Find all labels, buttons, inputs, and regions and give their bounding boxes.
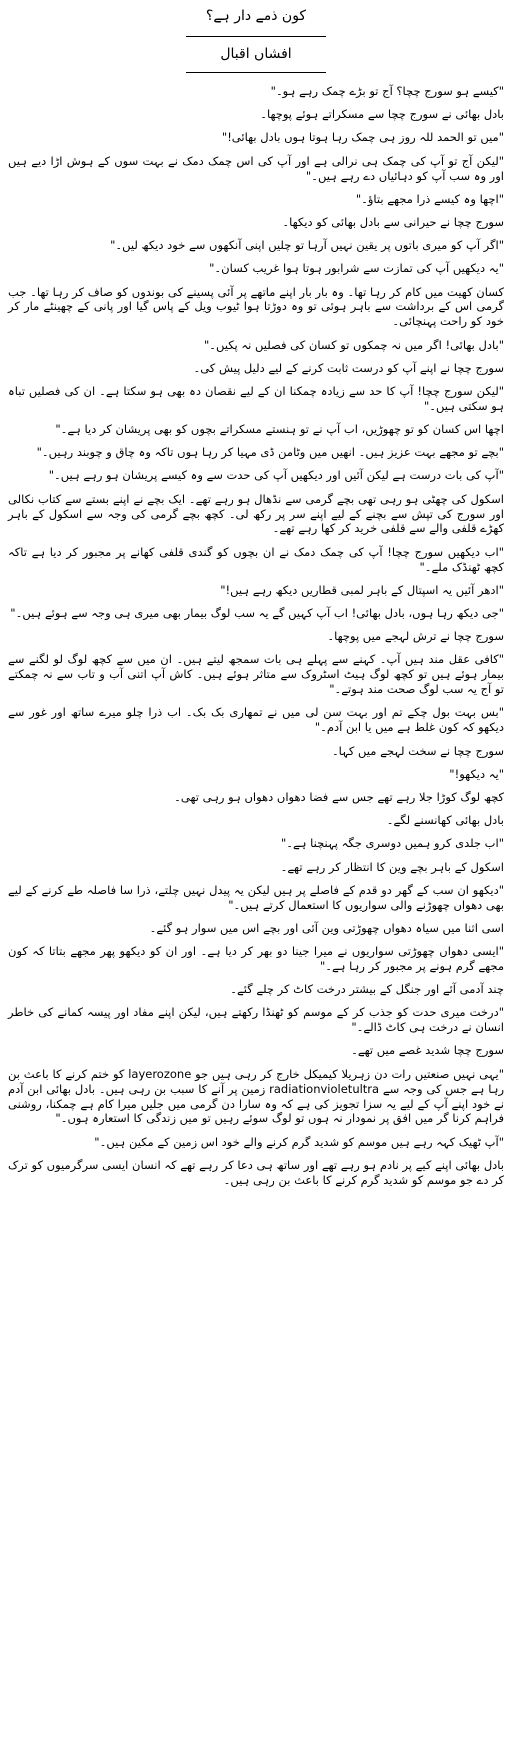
paragraph: "جی دیکھ رہا ہوں، بادل بھائی! اب آپ کہیں گے یہ سب لوگ بیمار بھی میری ہی وجہ سے ہوئے ہیں۔"	[10, 606, 504, 620]
paragraph: اسکول کے باہر بچے وین کا انتظار کر رہے تھے۔	[280, 859, 504, 874]
paragraph: "اچھا وہ کیسے ذرا مجھے بتاؤ۔"	[355, 191, 504, 206]
paragraph: "بس بہت بول چکے تم اور بہت سن لی میں نے تمھاری بک بک۔ اب ذرا چلو میرے ساتھ اور غور سے دیکھو کہ کون غلط ہے میں یا ابن آدم۔"	[8, 705, 504, 735]
paragraph: بادل بھائی اپنے کیے پر نادم ہو رہے تھے اور ساتھ ہی دعا کر رہے تھے کہ انسان ایسی سرگرمیوں کو ترک کر دے جو موسم کو شدید گرم کرنے کا باعث بن رہی ہیں۔	[8, 1157, 504, 1187]
paragraph: سورج چچا نے حیرانی سے بادل بھائی کو دیکھا۔	[282, 214, 504, 229]
paragraph: سورج چچا شدید غصے میں تھے۔	[351, 1043, 504, 1058]
paragraph: کسان کھیت میں کام کر رہا تھا۔ وہ بار بار اپنے ماتھے پر آئی پسینے کی بوندوں کو صاف کر رہا تھا۔ جب گرمی اس کے برداشت سے باہر ہوئی تو وہ دوڑتا ہوا ٹیوب ویل کے پاس گیا اور پانی کے چھینٹے مار کر خود کو راحت پہنچائی۔	[8, 284, 504, 329]
paragraph: "ادھر آئیں یہ اسپتال کے باہر لمبی قطاریں دیکھ رہے ہیں!"	[220, 582, 504, 597]
paragraph: "لیکن آج تو آپ کی چمک ہی نرالی ہے اور آپ کی اس چمک دمک نے بہت سوں کے ہوش اڑا دیے ہیں اور وہ سب آپ کو دہائیاں دے رہے ہیں۔"	[8, 153, 504, 183]
paragraph: "لیکن سورج چچا! آپ کا حد سے زیادہ چمکنا ان کے لیے نقصان دہ بھی ہو سکتا ہے۔ ان کی فصلیں تباہ ہو سکتی ہیں۔"	[8, 383, 504, 413]
paragraph: "کیسے ہو سورج چچا؟ آج تو بڑے چمک رہے ہو۔"	[270, 84, 504, 98]
article-title: کون ذمے دار ہے؟	[205, 8, 307, 24]
paragraph: "دیکھو ان سب کے گھر دو قدم کے فاصلے پر ہیں لیکن یہ پیدل نہیں چلتے، ذرا سا فاصلہ طے کرنے کے لیے بھی دھواں چھوڑنے والی سواریوں کا استعمال کرتے ہیں۔"	[8, 882, 504, 912]
paragraph: اسی اثنا میں سیاہ دھواں چھوڑتی وین آئی اور بچے اس میں سوار ہو گئے۔	[149, 920, 504, 935]
paragraph: سورج چچا نے ترش لہجے میں پوچھا۔	[327, 629, 504, 644]
article-body	[8, 84, 504, 1196]
paragraph: اچھا اس کسان کو تو چھوڑیں، اب آپ نے تو ہنستے مسکراتے بچوں کو بھی پریشان کر دیا ہے۔"	[55, 422, 504, 437]
paragraph: بادل بھائی کھانسنے لگے۔	[386, 813, 504, 828]
paragraph: سورج چچا نے اپنے آپ کو درست ثابت کرنے کے لیے دلیل پیش کی۔	[193, 360, 504, 375]
paragraph: چند آدمی آئے اور جنگل کے بیشتر درخت کاٹ کر چلے گئے۔	[230, 982, 504, 997]
paragraph: "میں تو الحمد للہ روز ہی چمک رہا ہوتا ہوں بادل بھائی!"	[221, 130, 504, 145]
paragraph: "آپ ٹھیک کہہ رہے ہیں موسم کو شدید گرم کرنے والے خود اس زمین کے مکین ہیں۔"	[94, 1134, 504, 1149]
paragraph: "اب جلدی کرو ہمیں دوسری جگہ پہنچنا ہے۔"	[280, 836, 504, 851]
title-divider	[186, 36, 326, 37]
paragraph: "اگر آپ کو میری باتوں پر یقین نہیں آرہا تو چلیں اپنی آنکھوں سے خود دیکھ لیں۔"	[110, 238, 504, 253]
paragraph: "اب دیکھیں سورج چچا! آپ کی چمک دمک نے ان بچوں کو گندی قلفی کھانے پر مجبور کر دیا ہے تاکہ کچھ ٹھنڈک ملے۔"	[8, 544, 504, 574]
paragraph: "یہی نہیں صنعتیں رات دن زہریلا کیمیکل خارج کر رہی ہیں جو layerozone کو ختم کرنے کا باعث بن رہا ہے جس کی وجہ سے radiationvioletultra زمین پر آنے کا سبب بن رہی ہیں۔ بادل بھائی ابن آدم نے خود اپنے آپ کے لیے یہ سزا تجویز کی ہے کہ وہ سارا دن گرمی میں جلیں میرا کام ہے چمکنا، روشنی فراہم کرنا گر میں افق پر نمودار نہ ہوں تو لوگ سوئے رہیں تو میں زندگی کا استعارہ ہوں۔"	[8, 1066, 505, 1126]
paragraph: "کافی عقل مند ہیں آپ۔ کہنے سے پہلے ہی بات سمجھ لیتے ہیں۔ ان میں سے کچھ لوگ لو لگنے سے بیمار ہوئے ہیں تو کچھ لوگ ہیٹ اسٹروک سے متاثر ہوئے ہیں۔ کاش آپ اتنی آب و تاب سے نہ چمکتے تو آج یہ سب لوگ صحت مند ہوتے۔"	[8, 652, 504, 697]
paragraph: "یہ دیکھیں آپ کی تمازت سے شرابور ہوتا ہوا غریب کسان۔"	[209, 261, 504, 276]
paragraph: "درخت میری حدت کو جذب کر کے موسم کو ٹھنڈا رکھتے ہیں، لیکن اپنے مفاد اور پیسہ کمانے کی خاطر انسان نے درخت ہی کاٹ ڈالے۔"	[8, 1005, 504, 1035]
paragraph: بادل بھائی نے سورج چچا سے مسکراتے ہوئے پوچھا۔	[260, 107, 504, 122]
article-author: افشاں اقبال	[220, 46, 292, 62]
paragraph: کچھ لوگ کوڑا جلا رہے تھے جس سے فضا دھواں دھواں ہو رہی تھی۔	[174, 789, 504, 804]
paragraph: "ایسی دھواں چھوڑتی سواریوں نے میرا جینا دو بھر کر دیا ہے۔ اور ان کو دیکھو پھر مجھے بتاتا کہ کون مجھے گرم ہونے پر مجبور کر رہا ہے۔"	[8, 944, 504, 973]
paragraph: "بچے تو مجھے بہت عزیز ہیں۔ انھیں میں وٹامن ڈی مہیا کر رہا ہوں تاکہ وہ چاق و چوبند رہیں۔"	[36, 445, 504, 460]
paragraph: "یہ دیکھو!"	[449, 766, 504, 781]
paragraph: اسکول کی چھٹی ہو رہی تھی بچے گرمی سے نڈھال ہو رہے تھے۔ ایک بچے نے اپنے بستے سے کتاب نکالی اور سورج کی تپش سے بچنے کے لیے اپنے سر پر رکھ لی۔ کچھ بچے گرمی کی وجہ سے اسکول کے باہر کھڑے قلفی والے سے قلفی خرید کر کھا رہے تھے۔	[8, 491, 504, 536]
paragraph: سورج چچا نے سخت لہجے میں کہا۔	[331, 743, 504, 758]
paragraph: "آپ کی بات درست ہے لیکن آئیں اور دیکھیں آپ کی حدت سے وہ کیسے پریشان ہو رہے ہیں۔"	[48, 468, 504, 483]
author-divider	[186, 72, 326, 73]
paragraph: "بادل بھائی! اگر میں نہ چمکوں تو کسان کی فصلیں نہ پکیں۔"	[203, 337, 504, 352]
